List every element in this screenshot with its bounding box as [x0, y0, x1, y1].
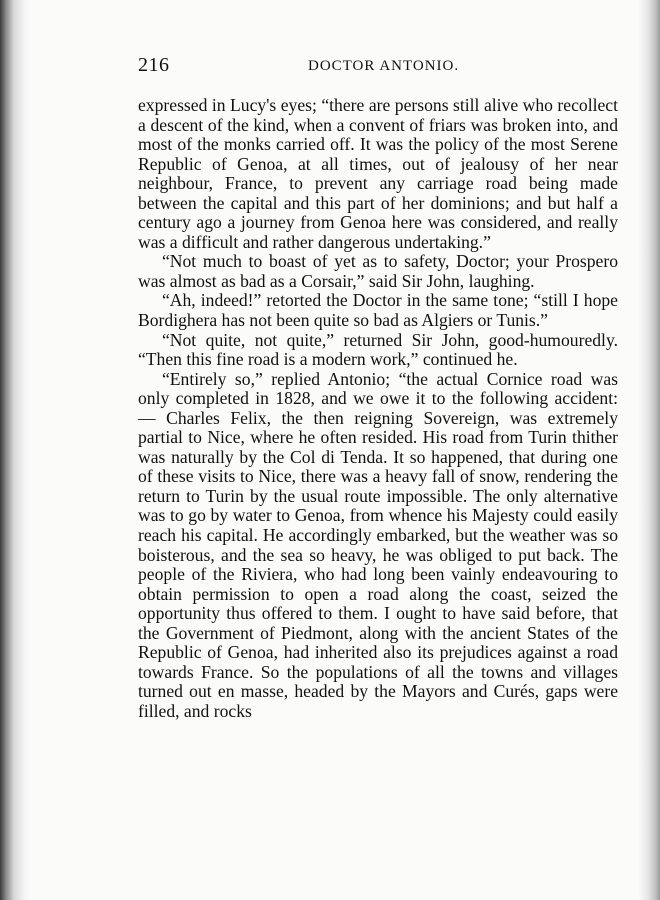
- page-edge-shadow: [638, 0, 660, 900]
- page-number: 216: [138, 54, 170, 76]
- paragraph: “Not quite, not quite,” returned Sir John, good-humouredly. “Then this fine road is a modern work,” continued he.: [138, 329, 618, 370]
- running-head: DOCTOR ANTONIO.: [308, 58, 460, 74]
- page-gutter-shadow: [0, 0, 30, 900]
- paragraph: “Ah, indeed!” retorted the Doctor in the same tone; “still I hope Bordighera has not been quite so bad as Algiers or Tunis.”: [138, 290, 618, 331]
- paragraph: “Entirely so,” replied Antonio; “the actual Cornice road was only completed in 1828, and we owe it to the following accident: — Charles Felix, the then reigning Sovereign, was extremely partial to Nice, where he often resided. His road from Turin thither was naturally by the Col di Tenda. It so happened, that during one of these visits to Nice, there was a heavy fall of snow, rendering the return to Turin by the usual route impossible. The only alternative was to go by water to Genoa, from whence his Majesty could easily reach his capital. He accordingly embarked, but the weather was so boisterous, and the sea so heavy, he was obliged to put back. The people of the Riviera, who had long been vainly endeavouring to obtain permission to open a road along the coast, seized the opportunity thus offered to them. I ought to have said before, that the Government of Piedmont, along with the ancient States of the Republic of Genoa, had inherited also its prejudices against a road towards France. So the populations of all the towns and villages turned out en masse, headed by the Mayors and Curés, gaps were filled, and rocks: [138, 368, 618, 721]
- paragraph: “Not much to boast of yet as to safety, Doctor; your Prospero was almost as bad as a Corsair,” said Sir John, laughing.: [138, 251, 618, 291]
- body-text: [138, 96, 618, 722]
- page-header: [138, 54, 616, 80]
- paragraph: expressed in Lucy's eyes; “there are persons still alive who recollect a descent of the kind, when a convent of friars was broken into, and most of the monks carried off. It was the policy of the most Serene Republic of Genoa, at all times, out of jealousy of her near neighbour, France, to prevent any carriage road being made between the capital and this part of her dominions; and but half a century ago a journey from Genoa here was considered, and really was a difficult and rather dangerous undertaking.”: [138, 95, 618, 252]
